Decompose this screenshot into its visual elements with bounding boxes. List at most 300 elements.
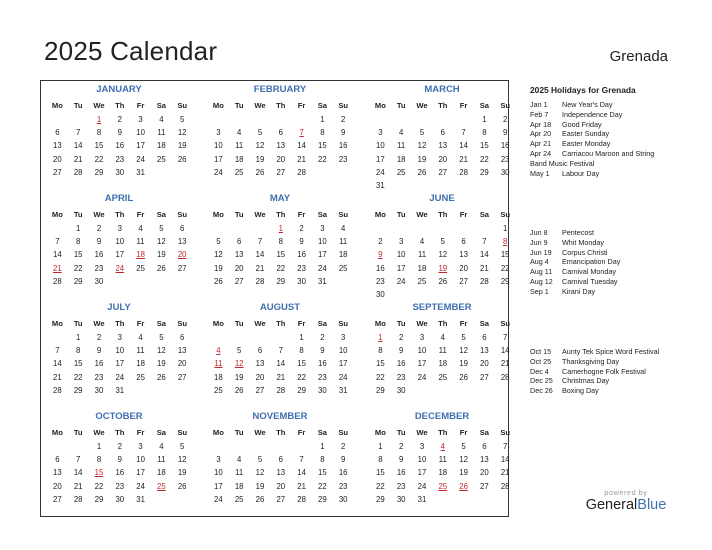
holiday-date: Jun 9 bbox=[530, 237, 548, 247]
date-cell: 14 bbox=[297, 141, 306, 151]
date-cell: 2 bbox=[299, 224, 304, 233]
date-cell: 2 bbox=[96, 224, 102, 233]
date-cell: 22 bbox=[500, 263, 510, 273]
date-cell: 7 bbox=[55, 237, 60, 247]
holiday-date: Oct 25 bbox=[530, 356, 552, 366]
date-cell: 16 bbox=[376, 263, 385, 273]
weekday-header-row bbox=[205, 426, 355, 440]
holiday-date-cell: 26 bbox=[459, 481, 468, 491]
week-row bbox=[367, 371, 517, 384]
holiday-item bbox=[530, 100, 700, 110]
date-cell: 26 bbox=[214, 276, 223, 286]
date-cell bbox=[47, 113, 68, 126]
date-cell: 28 bbox=[53, 276, 62, 286]
date-cell: 24 bbox=[115, 372, 125, 382]
date-cell: 24 bbox=[376, 167, 385, 177]
week-row bbox=[44, 113, 194, 126]
month-name: AUGUST bbox=[259, 302, 301, 313]
date-cell: 20 bbox=[276, 481, 286, 491]
week-row bbox=[205, 166, 355, 179]
weekday-label: Tu bbox=[396, 210, 406, 219]
holiday-name: Pentecost bbox=[562, 228, 594, 237]
month-september bbox=[367, 301, 517, 397]
week-row bbox=[205, 126, 355, 139]
month-february bbox=[205, 83, 355, 179]
date-cell: 21 bbox=[297, 154, 306, 164]
weekday-label: Tu bbox=[396, 319, 406, 328]
holiday-item bbox=[530, 228, 700, 238]
date-cell: 4 bbox=[237, 128, 242, 138]
date-cell: 30 bbox=[297, 276, 306, 286]
date-cell: 14 bbox=[459, 141, 468, 151]
weekday-label: Th bbox=[115, 428, 125, 437]
date-cell: 13 bbox=[480, 455, 489, 465]
date-cell: 25 bbox=[157, 154, 166, 164]
holiday-date-cell: 15 bbox=[94, 468, 104, 478]
date-cell: 7 bbox=[503, 333, 508, 342]
date-cell: 13 bbox=[177, 346, 187, 356]
week-row bbox=[367, 384, 517, 397]
date-cell: 20 bbox=[480, 468, 489, 478]
date-cell: 18 bbox=[438, 359, 448, 369]
weekday-header-row bbox=[44, 208, 194, 222]
date-cell: 15 bbox=[480, 141, 489, 151]
date-cell bbox=[333, 166, 354, 179]
date-cell: 17 bbox=[214, 154, 223, 164]
date-cell: 4 bbox=[138, 333, 143, 342]
date-cell: 12 bbox=[157, 346, 166, 356]
date-cell: 6 bbox=[440, 128, 445, 138]
date-cell: 18 bbox=[338, 250, 348, 260]
weekday-label: Su bbox=[500, 319, 511, 328]
date-cell bbox=[391, 113, 412, 126]
date-cell bbox=[208, 113, 229, 126]
holiday-name: Christmas Day bbox=[562, 376, 610, 386]
date-cell: 24 bbox=[136, 154, 145, 164]
weekday-label: Sa bbox=[317, 210, 328, 219]
holiday-date-cell: 25 bbox=[438, 481, 448, 491]
date-cell: 16 bbox=[396, 359, 406, 369]
date-cell: 3 bbox=[419, 333, 425, 342]
date-cell: 30 bbox=[396, 494, 406, 504]
week-row bbox=[367, 248, 517, 261]
date-cell: 28 bbox=[480, 276, 489, 286]
date-cell: 6 bbox=[55, 455, 60, 465]
date-cell: 31 bbox=[338, 385, 348, 395]
date-cell: 8 bbox=[96, 128, 102, 138]
date-cell: 2 bbox=[503, 115, 508, 124]
weekday-label: Tu bbox=[73, 428, 83, 437]
date-cell: 8 bbox=[96, 455, 102, 465]
holiday-date: May 1 bbox=[530, 168, 550, 178]
holiday-item bbox=[530, 367, 700, 377]
date-cell: 1 bbox=[378, 442, 383, 451]
week-row bbox=[205, 453, 355, 466]
date-cell: 5 bbox=[159, 224, 164, 233]
date-cell: 11 bbox=[417, 250, 427, 260]
date-cell bbox=[229, 440, 250, 453]
date-cell bbox=[474, 222, 495, 235]
holiday-date: Aug 12 bbox=[530, 276, 553, 286]
weekday-label: Tu bbox=[234, 428, 244, 437]
date-cell: 20 bbox=[459, 263, 468, 273]
date-cell: 6 bbox=[180, 224, 185, 233]
date-cell: 17 bbox=[338, 359, 348, 369]
holiday-date: Feb 7 bbox=[530, 109, 549, 119]
date-cell: 26 bbox=[234, 385, 244, 395]
date-cell: 20 bbox=[438, 154, 448, 164]
week-row bbox=[367, 331, 517, 344]
date-cell: 5 bbox=[257, 128, 263, 138]
week-row bbox=[367, 262, 517, 275]
date-cell bbox=[47, 440, 68, 453]
weekday-label: Mo bbox=[374, 101, 386, 110]
holiday-name: Camerhogne Folk Festival bbox=[562, 366, 646, 376]
date-cell: 14 bbox=[500, 346, 510, 356]
date-cell: 12 bbox=[214, 250, 223, 260]
week-row bbox=[205, 440, 355, 453]
holiday-date-cell: 4 bbox=[216, 346, 221, 356]
date-cell: 11 bbox=[235, 141, 244, 151]
date-cell: 2 bbox=[341, 442, 346, 451]
weekday-label: We bbox=[254, 101, 266, 110]
holiday-item bbox=[530, 120, 700, 130]
week-row bbox=[367, 453, 517, 466]
holiday-name: Easter Monday bbox=[562, 139, 611, 149]
date-cell: 24 bbox=[417, 372, 427, 382]
weekday-label: We bbox=[93, 210, 105, 219]
date-cell bbox=[412, 179, 433, 192]
holiday-name: Whit Monday bbox=[562, 237, 604, 247]
date-cell: 27 bbox=[177, 372, 187, 382]
date-cell: 27 bbox=[459, 276, 468, 286]
date-cell: 1 bbox=[76, 333, 81, 342]
holiday-date: Sep 1 bbox=[530, 286, 549, 296]
date-cell: 28 bbox=[500, 481, 510, 491]
date-cell: 31 bbox=[417, 494, 427, 504]
holiday-date-cell: 19 bbox=[438, 263, 448, 273]
date-cell: 5 bbox=[216, 237, 221, 247]
date-cell bbox=[250, 331, 271, 344]
date-cell: 28 bbox=[255, 276, 265, 286]
date-cell: 5 bbox=[461, 442, 466, 451]
date-cell: 10 bbox=[396, 250, 406, 260]
week-row bbox=[205, 222, 355, 235]
date-cell: 17 bbox=[115, 250, 125, 260]
date-cell bbox=[68, 113, 89, 126]
date-cell: 22 bbox=[276, 263, 286, 273]
date-cell: 30 bbox=[500, 167, 510, 177]
date-cell: 29 bbox=[500, 276, 510, 286]
weekday-label: Fr bbox=[297, 428, 306, 437]
weekday-header-row bbox=[367, 426, 517, 440]
date-cell: 27 bbox=[177, 263, 187, 273]
date-cell: 25 bbox=[234, 494, 244, 504]
date-cell: 19 bbox=[459, 359, 468, 369]
date-cell: 5 bbox=[257, 455, 263, 465]
date-cell: 28 bbox=[500, 372, 510, 382]
month-june bbox=[367, 192, 517, 301]
weekday-label: Su bbox=[338, 319, 349, 328]
date-cell: 29 bbox=[297, 385, 306, 395]
date-cell: 19 bbox=[417, 154, 427, 164]
date-cell: 13 bbox=[234, 250, 244, 260]
weekday-label: Mo bbox=[212, 428, 224, 437]
weekday-label: Sa bbox=[156, 428, 167, 437]
date-cell: 29 bbox=[94, 494, 104, 504]
date-cell: 24 bbox=[417, 481, 427, 491]
date-cell: 11 bbox=[157, 128, 166, 138]
date-cell: 6 bbox=[180, 333, 185, 342]
date-cell: 3 bbox=[399, 237, 404, 247]
date-cell: 16 bbox=[115, 468, 125, 478]
date-cell: 30 bbox=[115, 167, 125, 177]
weekday-label: Su bbox=[500, 101, 511, 110]
weekday-label: Th bbox=[438, 101, 448, 110]
date-cell bbox=[250, 440, 271, 453]
date-cell: 28 bbox=[276, 385, 286, 395]
date-cell bbox=[495, 493, 516, 506]
date-cell: 8 bbox=[320, 455, 325, 465]
date-cell: 24 bbox=[136, 481, 145, 491]
brand-name-blue: Blue bbox=[637, 497, 667, 513]
date-cell bbox=[495, 179, 516, 192]
date-cell: 24 bbox=[396, 276, 406, 286]
date-cell: 9 bbox=[96, 346, 102, 356]
weekday-label: Fr bbox=[459, 319, 468, 328]
date-cell: 19 bbox=[214, 263, 223, 273]
date-cell: 26 bbox=[177, 154, 187, 164]
holiday-item bbox=[530, 287, 700, 297]
date-cell: 21 bbox=[73, 481, 83, 491]
date-cell: 16 bbox=[297, 250, 306, 260]
date-cell: 23 bbox=[94, 372, 104, 382]
date-cell: 14 bbox=[53, 359, 62, 369]
weekday-label: Su bbox=[338, 428, 349, 437]
week-row bbox=[367, 480, 517, 493]
holiday-date-cell: 8 bbox=[503, 237, 508, 247]
date-cell: 1 bbox=[76, 224, 81, 233]
date-cell bbox=[432, 179, 453, 192]
weekday-label: Th bbox=[438, 428, 448, 437]
date-cell: 3 bbox=[216, 455, 221, 465]
date-cell: 21 bbox=[500, 359, 510, 369]
holiday-name: Corpus Christi bbox=[562, 247, 608, 257]
weekday-label: Mo bbox=[51, 319, 63, 328]
date-cell: 8 bbox=[278, 237, 283, 247]
date-cell: 10 bbox=[115, 346, 125, 356]
date-cell: 19 bbox=[255, 481, 265, 491]
date-cell: 21 bbox=[255, 263, 265, 273]
date-cell bbox=[130, 384, 151, 397]
brand-logo[interactable] bbox=[584, 488, 668, 513]
date-cell bbox=[312, 166, 333, 179]
month-name: DECEMBER bbox=[414, 411, 470, 422]
date-cell: 10 bbox=[417, 346, 427, 356]
weekday-label: We bbox=[93, 101, 105, 110]
month-august bbox=[205, 301, 355, 397]
date-cell bbox=[172, 275, 193, 288]
date-cell: 8 bbox=[76, 237, 81, 247]
date-cell: 28 bbox=[73, 167, 83, 177]
date-cell: 22 bbox=[480, 154, 489, 164]
weekday-label: We bbox=[416, 101, 428, 110]
week-row bbox=[367, 288, 517, 301]
date-cell: 30 bbox=[94, 385, 104, 395]
holiday-name: Boxing Day bbox=[562, 386, 599, 396]
weekday-label: Sa bbox=[317, 428, 328, 437]
date-cell: 15 bbox=[376, 359, 385, 369]
date-cell: 10 bbox=[115, 237, 125, 247]
date-cell: 6 bbox=[257, 346, 263, 356]
weekday-header-row bbox=[44, 426, 194, 440]
date-cell: 20 bbox=[276, 154, 286, 164]
date-cell: 8 bbox=[482, 128, 487, 138]
date-cell: 25 bbox=[338, 263, 348, 273]
date-cell: 10 bbox=[136, 128, 145, 138]
date-cell: 12 bbox=[459, 346, 468, 356]
weekday-label: We bbox=[93, 319, 105, 328]
date-cell: 24 bbox=[318, 263, 327, 273]
date-cell: 4 bbox=[341, 224, 346, 233]
weekday-header-row bbox=[367, 317, 517, 331]
date-cell bbox=[412, 113, 433, 126]
date-cell: 11 bbox=[339, 237, 348, 247]
date-cell: 6 bbox=[482, 442, 487, 451]
date-cell: 23 bbox=[396, 481, 406, 491]
date-cell: 15 bbox=[376, 468, 385, 478]
date-cell: 8 bbox=[76, 346, 81, 356]
date-cell: 6 bbox=[482, 333, 487, 342]
weekday-label: Su bbox=[177, 101, 188, 110]
weekday-label: Sa bbox=[156, 210, 167, 219]
date-cell: 19 bbox=[459, 468, 468, 478]
week-row bbox=[44, 139, 194, 152]
weekday-label: Fr bbox=[136, 101, 145, 110]
date-cell: 10 bbox=[214, 141, 223, 151]
week-row bbox=[367, 222, 517, 235]
weekday-label: Sa bbox=[479, 210, 490, 219]
weekday-label: Th bbox=[438, 210, 448, 219]
date-cell: 3 bbox=[320, 224, 325, 233]
date-cell: 26 bbox=[438, 276, 448, 286]
weekday-label: Fr bbox=[459, 210, 468, 219]
week-row bbox=[44, 262, 194, 275]
holiday-name: Labour Day bbox=[562, 168, 600, 178]
month-name: MAY bbox=[269, 193, 291, 204]
week-row bbox=[205, 248, 355, 261]
date-cell: 18 bbox=[396, 154, 406, 164]
week-row bbox=[367, 493, 517, 506]
date-cell: 9 bbox=[96, 237, 102, 247]
date-cell: 26 bbox=[417, 167, 427, 177]
holiday-name: Carriacou Maroon and String bbox=[562, 148, 655, 158]
holiday-date-cell: 1 bbox=[96, 115, 102, 124]
holiday-item bbox=[530, 376, 700, 386]
date-cell: 25 bbox=[417, 276, 427, 286]
date-cell: 30 bbox=[94, 276, 104, 286]
date-cell: 9 bbox=[341, 455, 346, 465]
date-cell: 10 bbox=[136, 455, 145, 465]
date-cell: 15 bbox=[73, 250, 83, 260]
holiday-item bbox=[530, 257, 700, 267]
date-cell: 9 bbox=[117, 455, 122, 465]
date-cell bbox=[130, 275, 151, 288]
week-row bbox=[44, 126, 194, 139]
weekday-label: Su bbox=[500, 210, 511, 219]
date-cell bbox=[453, 288, 474, 301]
date-cell: 31 bbox=[376, 180, 385, 190]
date-cell bbox=[208, 222, 229, 235]
date-cell bbox=[68, 440, 89, 453]
date-cell: 24 bbox=[214, 167, 223, 177]
date-cell: 28 bbox=[73, 494, 83, 504]
date-cell: 29 bbox=[73, 276, 83, 286]
holiday-name: Easter Sunday bbox=[562, 129, 610, 139]
holiday-item bbox=[530, 149, 700, 159]
holiday-group-3 bbox=[530, 347, 700, 396]
holiday-date: Aug 11 bbox=[530, 267, 553, 277]
weekday-label: We bbox=[254, 319, 266, 328]
date-cell: 18 bbox=[157, 468, 166, 478]
date-cell: 12 bbox=[255, 141, 265, 151]
holiday-item bbox=[530, 110, 700, 120]
date-cell: 26 bbox=[459, 372, 468, 382]
date-cell: 29 bbox=[376, 385, 385, 395]
month-november bbox=[205, 410, 355, 506]
date-cell: 23 bbox=[500, 154, 510, 164]
holiday-date: Jun 8 bbox=[530, 228, 548, 237]
holiday-date: Jun 19 bbox=[530, 247, 552, 257]
date-cell bbox=[333, 275, 354, 288]
weekday-label: Sa bbox=[479, 319, 490, 328]
date-cell: 20 bbox=[480, 359, 489, 369]
date-cell: 25 bbox=[234, 167, 244, 177]
holiday-date-cell: 24 bbox=[115, 263, 125, 273]
date-cell: 9 bbox=[399, 346, 404, 356]
date-cell: 7 bbox=[299, 455, 304, 465]
date-cell: 26 bbox=[177, 481, 187, 491]
date-cell: 5 bbox=[180, 442, 185, 451]
date-cell: 19 bbox=[255, 154, 265, 164]
powered-by-text: powered by bbox=[604, 488, 648, 497]
date-cell: 25 bbox=[396, 167, 406, 177]
weekday-label: Mo bbox=[51, 210, 63, 219]
date-cell: 12 bbox=[177, 455, 187, 465]
date-cell: 6 bbox=[461, 237, 466, 247]
date-cell: 12 bbox=[255, 468, 265, 478]
date-cell: 19 bbox=[157, 250, 166, 260]
weekday-label: Tu bbox=[73, 319, 83, 328]
week-row bbox=[44, 440, 194, 453]
date-cell: 4 bbox=[159, 115, 164, 124]
date-cell: 3 bbox=[378, 128, 383, 138]
date-cell: 18 bbox=[136, 359, 145, 369]
date-cell: 23 bbox=[297, 263, 306, 273]
weekday-label: Th bbox=[115, 101, 125, 110]
weekday-label: Su bbox=[500, 428, 511, 437]
weekday-label: Tu bbox=[234, 319, 244, 328]
date-cell bbox=[453, 113, 474, 126]
date-cell: 15 bbox=[94, 141, 104, 151]
date-cell bbox=[291, 440, 312, 453]
date-cell: 13 bbox=[177, 237, 187, 247]
date-cell bbox=[432, 288, 453, 301]
date-cell: 14 bbox=[73, 141, 83, 151]
week-row bbox=[367, 357, 517, 370]
date-cell bbox=[391, 288, 412, 301]
weekday-label: Fr bbox=[136, 319, 145, 328]
